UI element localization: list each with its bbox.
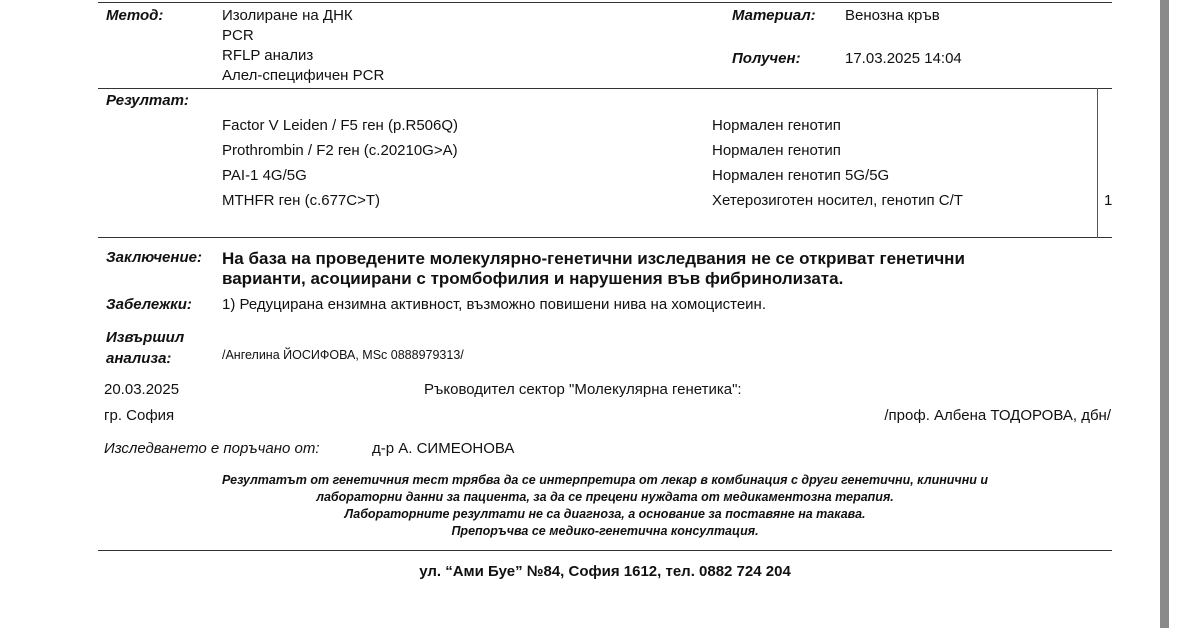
conclusion-text-line: варианти, асоциирани с тромбофилия и нарушения във фибринолизата.: [222, 269, 844, 288]
disclaimer-line: Препоръчва се медико-генетична консултация.: [451, 524, 759, 538]
ordered-value: д-р А. СИМЕОНОВА: [372, 440, 515, 457]
performer-label: анализа:: [106, 350, 172, 367]
result-test: MTHFR ген (c.677C>T): [222, 192, 381, 209]
footer-address: ул. “Ами Буе” №84, София 1612, тел. 0882 724 204: [419, 563, 791, 580]
material-label: Материал:: [732, 7, 816, 24]
performer-label: Извършил: [106, 329, 185, 346]
report-date: 20.03.2025: [104, 381, 180, 398]
method-item: Изолиране на ДНК: [222, 7, 353, 24]
top-rule: [98, 2, 1112, 3]
conclusion-text-line: На база на проведените молекулярно-генетични изследвания не се откриват генетични: [222, 249, 965, 268]
result-label: Резултат:: [106, 92, 189, 109]
conclusion-label: Заключение:: [106, 249, 202, 266]
disclaimer-line: Лабораторните резултати не са диагноза, а основание за поставяне на такава.: [344, 507, 866, 521]
method-item: Алел-специфичен PCR: [222, 67, 385, 84]
result-value: Нормален генотип: [712, 117, 841, 134]
result-test: Factor V Leiden / F5 ген (p.R506Q): [222, 117, 459, 134]
received-label: Получен:: [732, 50, 801, 67]
notes-label: Забележки:: [106, 296, 192, 313]
disclaimer-line: лабораторни данни за пациента, за да се прецени нуждата от медикаментозна терапия.: [316, 490, 894, 504]
viewer-side-bar: [1160, 0, 1169, 628]
performer-name: /Ангелина ЙОСИФОВА, MSc 0888979313/: [222, 348, 464, 362]
result-footnote-marker: 1: [1104, 192, 1113, 209]
result-value: Нормален генотип: [712, 142, 841, 159]
result-value: Нормален генотип 5G/5G: [712, 167, 890, 184]
method-item: PCR: [222, 27, 254, 44]
method-item: RFLP анализ: [222, 47, 314, 64]
notes-text: 1) Редуцирана ензимна активност, възможно повишени нива на хомоцистеин.: [222, 296, 767, 313]
disclaimer-line: Резултатът от генетичния тест трябва да се интерпретира от лекар в комбинация с други генетични, клинични и: [222, 473, 988, 487]
head-name: /проф. Албена ТОДОРОВА, дбн/: [884, 407, 1111, 424]
result-right-border: [1097, 88, 1098, 238]
method-label: Метод:: [106, 7, 164, 24]
result-test: Prothrombin / F2 ген (c.20210G>A): [222, 142, 458, 159]
result-test: PAI-1 4G/5G: [222, 167, 307, 184]
result-top-rule: [98, 88, 1112, 89]
result-value: Хетерозиготен носител, генотип C/T: [712, 192, 963, 209]
footer-rule: [98, 550, 1112, 551]
material-value: Венозна кръв: [845, 7, 940, 24]
received-value: 17.03.2025 14:04: [845, 50, 962, 67]
result-bottom-rule: [98, 237, 1112, 238]
report-city: гр. София: [104, 407, 175, 424]
ordered-label: Изследването е поръчано от:: [104, 440, 320, 457]
head-title: Ръководител сектор "Молекулярна генетика":: [424, 381, 742, 398]
